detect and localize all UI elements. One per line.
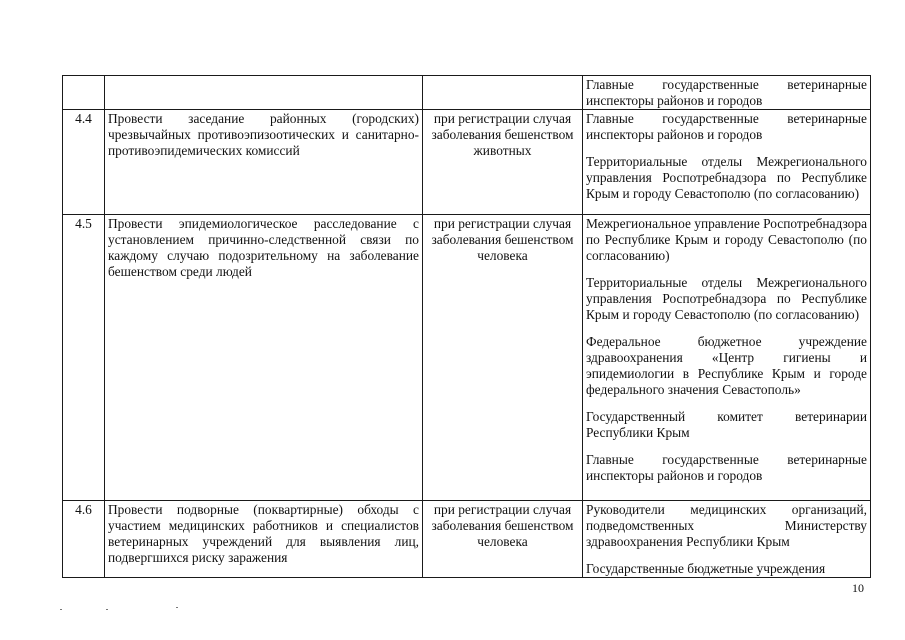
table-row [63, 215, 871, 501]
scan-speck [60, 609, 62, 610]
condition-text: при регистрации случая заболевания бешенством человека [423, 501, 583, 578]
responsible-cell [583, 501, 871, 578]
responsible-party: Руководители медицинских организаций, подведомственных Министерству здравоохранения Республики Крым [586, 502, 867, 549]
task-text: Провести заседание районных (городских) чрезвычайных противоэпизоотических и санитарно-противоэпидемических комиссий [105, 110, 423, 215]
row-number: 4.4 [63, 110, 105, 215]
responsible-party: Федеральное бюджетное учреждение здравоохранения «Центр гигиены и эпидемиологии в Республике Крым и городе федерального значения Севастополь» [586, 334, 867, 397]
row-number [63, 76, 105, 110]
condition-text [423, 76, 583, 110]
responsible-party: Главные государственные ветеринарные инспекторы районов и городов [586, 111, 867, 142]
table-row [63, 76, 871, 110]
page-number: 10 [852, 581, 864, 595]
responsible-cell [583, 110, 871, 215]
responsible-cell [583, 215, 871, 501]
responsible-cell [583, 76, 871, 110]
task-text: Провести эпидемиологическое расследование с установлением причинно-следственной связи по каждому случаю подозрительному на заболевание бешенством среди людей [105, 215, 423, 501]
scan-speck [176, 607, 178, 608]
row-number: 4.5 [63, 215, 105, 501]
responsible-party: Межрегиональное управление Роспотребнадзора по Республике Крым и городу Севастополю (по согласованию) [586, 216, 868, 263]
responsible-party: Государственный комитет ветеринарии Республики Крым [586, 409, 867, 440]
task-text [105, 76, 423, 110]
table-row [63, 501, 871, 578]
responsible-party: Территориальные отделы Межрегионального управления Роспотребнадзора по Республике Крым и городу Севастополю (по согласованию) [586, 275, 867, 322]
scan-speck [106, 609, 108, 610]
measures-table [62, 75, 871, 578]
condition-text: при регистрации случая заболевания бешенством животных [423, 110, 583, 215]
task-text: Провести подворные (поквартирные) обходы с участием медицинских работников и специалистов ветеринарных учреждений для выявления лиц, подвергшихся риску заражения [105, 501, 423, 578]
condition-text: при регистрации случая заболевания бешенством человека [423, 215, 583, 501]
responsible-party: Территориальные отделы Межрегионального управления Роспотребнадзора по Республике Крым и городу Севастополю (по согласованию) [586, 154, 867, 201]
row-number: 4.6 [63, 501, 105, 578]
responsible-party: Главные государственные ветеринарные инспекторы районов и городов [586, 452, 867, 483]
table-row [63, 110, 871, 215]
responsible-party: Государственные бюджетные учреждения [586, 561, 826, 576]
responsible-party: Главные государственные ветеринарные инспекторы районов и городов [586, 77, 867, 108]
